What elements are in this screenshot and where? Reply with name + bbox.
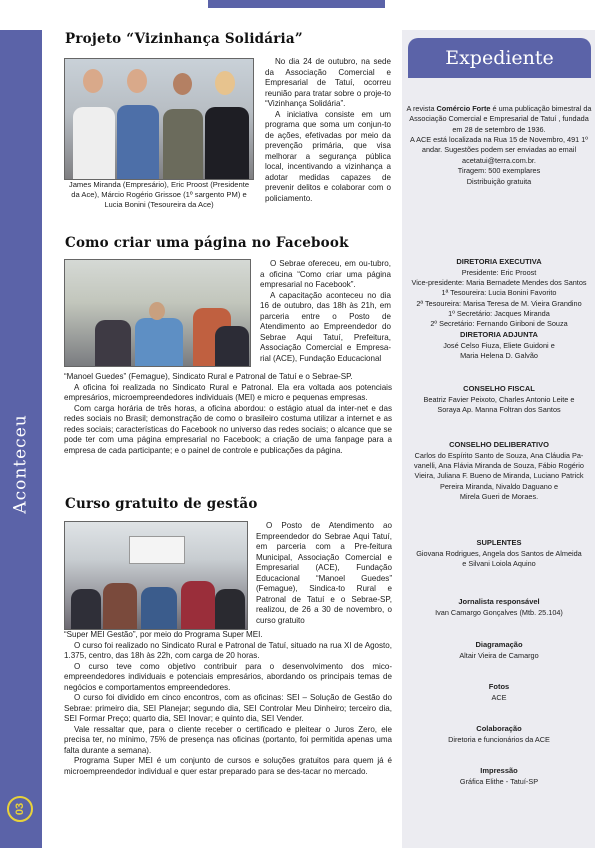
group-line: Presidente: Eric Proost bbox=[461, 267, 537, 277]
group-heading: Jornalista responsável bbox=[458, 597, 540, 606]
photo-facebook-workshop bbox=[64, 259, 251, 367]
group-line: Beatriz Favier Peixoto, Charles Antonio Leite e bbox=[423, 394, 575, 404]
group-line: ACE bbox=[491, 692, 507, 702]
group-line: Mirela Gueri de Moraes. bbox=[459, 492, 539, 502]
conselho-deliberativo bbox=[406, 440, 592, 502]
group-heading: DIRETORIA ADJUNTA bbox=[460, 330, 538, 339]
photo-curso-gestao bbox=[64, 521, 248, 630]
group-line: Vieira, Juliana F. Bueno de Miranda, Luciano Patrick bbox=[414, 471, 584, 481]
article-text-vizinhanca bbox=[265, 57, 391, 204]
group-line: 2ª Tesoureira: Marisa Teresa de M. Vieira Grandino bbox=[416, 298, 582, 308]
distribuicao-text: Distribuição gratuita bbox=[466, 176, 532, 186]
group-heading: CONSELHO DELIBERATIVO bbox=[449, 440, 549, 449]
group-line: Pereira Miranda, Nivaldo Daguano e bbox=[439, 481, 559, 491]
paragraph: O curso foi dividido em cinco encontros, com as oficinas: SEI – Solução de Gestão do Sebrae: primeiro dia, SEI Planejar; segundo dia, SEI Controlar Meu Dinheiro; terceiro dia, SEI Formar Preço; quarto dia, SEI Inovar; e quinto dia, SEI Vender. bbox=[64, 693, 392, 723]
article-text-curso-col bbox=[256, 521, 392, 626]
group-line: Altair Vieira de Camargo bbox=[459, 650, 539, 660]
group-heading: Fotos bbox=[488, 682, 510, 691]
impressao bbox=[406, 766, 592, 787]
group-line: José Celso Fiuza, Eliete Guidoni e bbox=[443, 340, 555, 350]
article-text-facebook-col bbox=[260, 259, 391, 364]
diretoria-executiva bbox=[406, 257, 592, 330]
group-heading: Impressão bbox=[480, 766, 518, 775]
paragraph: Programa Super MEI é um conjunto de cursos e soluções gratuitos para quem já é microempreendedor individual e quer estar preparado para se des-tacar no mercado. bbox=[64, 756, 392, 776]
paragraph: Com carga horária de três horas, a oficina abordou: o estágio atual da inter-net e das redes sociais no Brasil; demonstração de como o brasileiro costuma utilizar a internet e as redes sociais; características do Facebook no universo das redes sociais; o alcance que se pode ter com uma página empresarial no Facebook; a criação de uma fanpage para a empresa de cada participante; e o painel de controle e publicações da página. bbox=[64, 403, 392, 455]
paragraph: O Posto de Atendimento ao Empreendedor do Sebrae Aqui Tatuí, em parceria com a Pre-feitura Municipal, Associação Comercial e Empresarial (ACE), Fundação Educacional “Manoel Guedes” (Femague), Sindica-to Rural e Patronal de Tatuí e o Sebrae-SP, realizou, de 26 a 30 de novembro, o curso gratuito bbox=[256, 521, 392, 625]
group-heading: Colaboração bbox=[476, 724, 522, 733]
paragraph: No dia 24 de outubro, na sede da Associação Comercial e Empresarial de Tatuí, ocorreu reunião para tratar sobre o proje-to “Vizinhança Solidária”. bbox=[265, 57, 391, 108]
diagramacao bbox=[406, 640, 592, 661]
section-label: Aconteceu bbox=[11, 414, 31, 514]
photo-caption: James Miranda (Empresário), Eric Proost (Presidente da Ace), Márcio Rogério Grissoe (1º sargento PM) e Lucia Bonini (Tesoureira da Ace) bbox=[68, 180, 250, 210]
article-title-facebook: Como criar uma página no Facebook bbox=[65, 235, 349, 251]
group-line: e Silvani Loiola Aquino bbox=[462, 559, 536, 568]
article-title-vizinhanca: Projeto “Vizinhança Solidária” bbox=[65, 31, 303, 47]
group-line: Ivan Camargo Gonçalves (Mtb. 25.104) bbox=[435, 607, 563, 617]
group-heading: Diagramação bbox=[475, 640, 523, 649]
photo-vizinhanca bbox=[64, 58, 254, 180]
paragraph: A iniciativa consiste em um programa que soma um conjun-to de ações, efetivadas por meio da prevenção primária, que visa melhorar a segurança pública local, incentivando a vizinhança a adotar medidas capazes de prevenir delitos e colaborar com o policiamento. bbox=[265, 109, 391, 203]
colaboracao bbox=[406, 724, 592, 745]
article-text-facebook-full bbox=[64, 372, 392, 456]
paragraph: O curso foi realizado no Sindicato Rural e Patronal de Tatuí, situado na rua XI de Agosto, 1.375, centro, das 18h às 22h, com carga de 20 horas. bbox=[64, 640, 392, 660]
paragraph: “Super MEI Gestão”, por meio do Programa Super MEI. bbox=[64, 630, 263, 639]
fotos bbox=[406, 682, 592, 703]
suplentes bbox=[406, 538, 592, 569]
address-text: A ACE está localizada na Rua 15 de Novembro, 491 1º andar. Sugestões podem ser enviadas ao email acetatui@terra.com.br. bbox=[410, 135, 588, 165]
paragraph: Vale ressaltar que, para o cliente receber o certificado e pleitear o Juros Zero, ele precisa ter, no mínimo, 75% de presença nas oficinas (portanto, foi permitida apenas uma falta durante a semana). bbox=[64, 724, 392, 755]
article-title-curso: Curso gratuito de gestão bbox=[65, 496, 258, 512]
tiragem-text: Tiragem: 500 exemplares bbox=[457, 166, 541, 176]
group-line: Gráfica Elithe - Tatuí-SP bbox=[459, 776, 539, 786]
article-text-curso-full bbox=[64, 630, 392, 777]
group-line: Vice-presidente: Maria Bernadete Mendes dos Santos bbox=[411, 278, 587, 287]
paragraph: A oficina foi realizada no Sindicato Rural e Patronal. Ela era voltada aos potenciais empresários, microempreendedores individuais (MEI) e micro e pequenas empresas. bbox=[64, 382, 392, 402]
group-line: vanelli, Ana Flávia Miranda de Souza, Fábio Rogério bbox=[414, 461, 584, 470]
group-line: Soraya Ap. Manna Foltran dos Santos bbox=[437, 405, 561, 414]
jornalista bbox=[406, 597, 592, 618]
group-heading: SUPLENTES bbox=[476, 538, 522, 547]
group-heading: DIRETORIA EXECUTIVA bbox=[456, 257, 542, 266]
paragraph: O Sebrae ofereceu, em ou-tubro, a oficina “Como criar uma página empresarial no Facebook”. bbox=[260, 259, 391, 289]
paragraph: O curso teve como objetivo contribuir para o desenvolvimento dos mico-empreendedores individuais e potenciais empresários, abordando os principais temas de negócios e comportamentos empreendedores. bbox=[64, 661, 392, 692]
conselho-fiscal bbox=[406, 384, 592, 415]
expediente-intro bbox=[406, 104, 592, 187]
expediente-title: Expediente bbox=[408, 38, 591, 78]
group-line: 1º Secretário: Jacques Miranda bbox=[448, 309, 550, 319]
paragraph: A capacitação aconteceu no dia 16 de outubro, das 18h às 21h, em parceria entre o Posto de Atendimento ao Empreendedor do Sebrae Aqui Tatuí, Prefeitura, Associação Comercial e Empresa-rial (ACE), Fundação Educacional bbox=[260, 290, 391, 363]
group-line: Carlos do Espírito Santo de Souza, Ana Cláudia Pa- bbox=[414, 450, 584, 460]
group-line: Diretoria e funcionários da ACE bbox=[448, 734, 550, 744]
group-line: Maria Helena D. Galvão bbox=[460, 351, 538, 360]
intro-text: A revista Comércio Forte é uma publicação bimestral da Associação Comercial e Empresarial de Tatuí , fundada em 28 de setembro de 1936. bbox=[406, 104, 592, 134]
paragraph: “Manoel Guedes” (Femague), Sindicato Rural e Patronal de Tatuí e o Sebrae-SP. bbox=[64, 372, 353, 381]
diretoria-adjunta bbox=[406, 330, 592, 361]
page-number: 03 bbox=[7, 796, 33, 822]
group-line: 1ª Tesoureira: Lucia Bonini Favorito bbox=[441, 288, 557, 298]
group-line: 2º Secretário: Fernando Giriboni de Souza bbox=[430, 319, 568, 329]
top-accent-bar bbox=[208, 0, 385, 8]
group-heading: CONSELHO FISCAL bbox=[463, 384, 535, 393]
group-line: Giovana Rodrigues, Angela dos Santos de Almeida bbox=[416, 548, 582, 558]
